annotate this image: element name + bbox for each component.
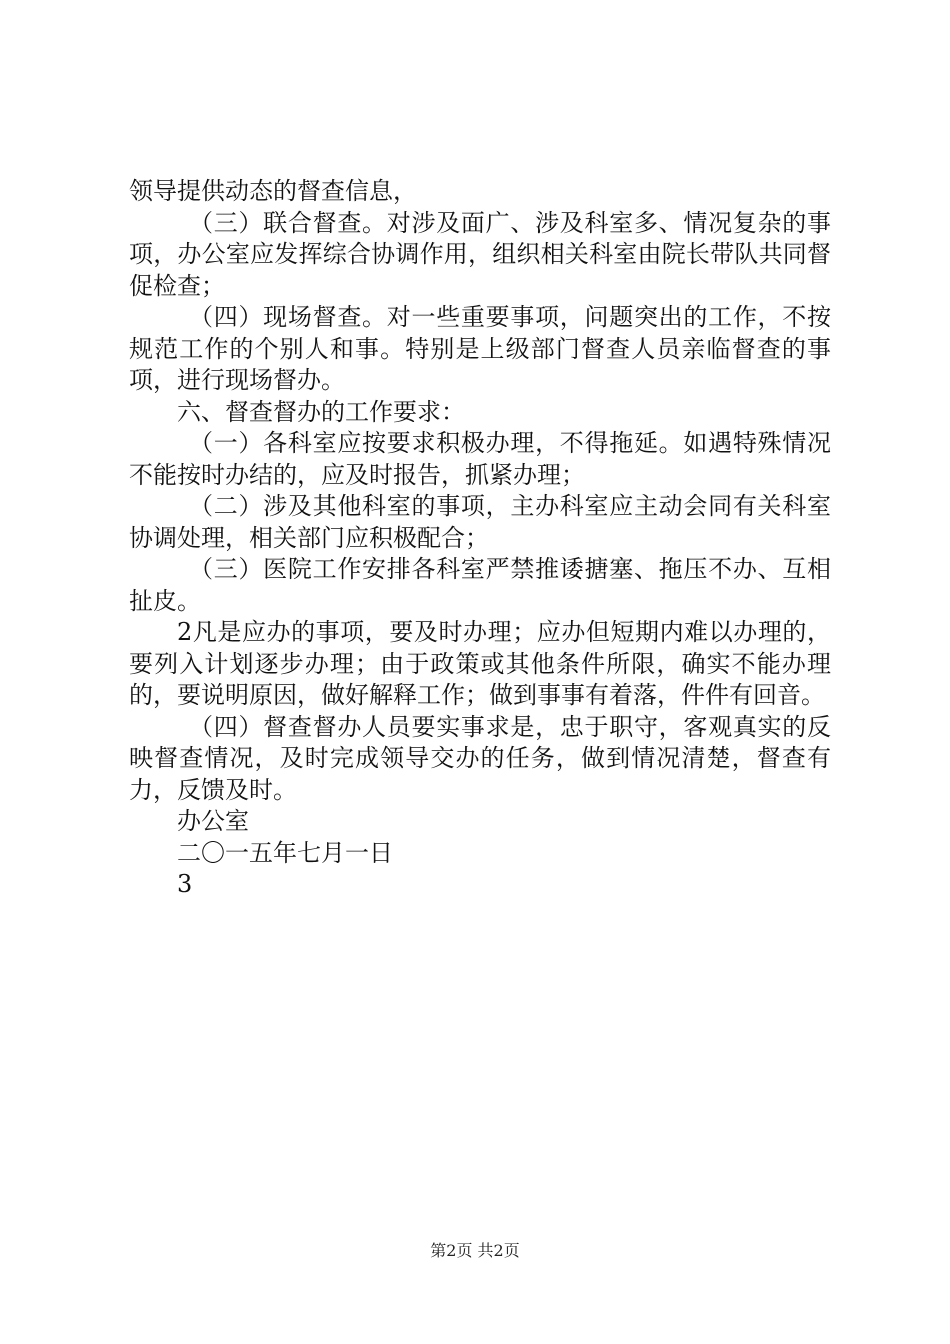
paragraph-continuation: 领导提供动态的督查信息， xyxy=(129,177,417,205)
paragraph-requirement-1: （一）各科室应按要求积极办理，不得拖延。如遇特殊情况不能按时办结的，应及时报告，抓紧办理； xyxy=(129,429,831,489)
trailing-number: 3 xyxy=(177,870,193,898)
signature-office: 办公室 xyxy=(177,807,249,835)
paragraph-requirement-2: （二）涉及其他科室的事项，主办科室应主动会同有关科室协调处理，相关部门应积极配合； xyxy=(129,492,831,552)
paragraph-timely-handling: 2凡是应办的事项，要及时办理；应办但短期内难以办理的，要列入计划逐步办理；由于政策或其他条件所限，确实不能办理的，要说明原因，做好解释工作；做到事事有着落，件件有回音。 xyxy=(129,618,831,709)
signature-date: 二〇一五年七月一日 xyxy=(177,838,393,867)
paragraph-onsite-inspection: （四）现场督查。对一些重要事项，问题突出的工作，不按规范工作的个别人和事。特别是上级部门督查人员亲临督查的事项，进行现场督办。 xyxy=(129,303,831,394)
paragraph-requirement-3: （三）医院工作安排各科室严禁推诿搪塞、拖压不办、互相扯皮。 xyxy=(129,555,831,615)
paragraph-requirement-4: （四）督查督办人员要实事求是，忠于职守，客观真实的反映督查情况，及时完成领导交办的任务，做到情况清楚，督查有力，反馈及时。 xyxy=(129,712,831,804)
paragraph-joint-inspection: （三）联合督查。对涉及面广、涉及科室多、情况复杂的事项，办公室应发挥综合协调作用，组织相关科室由院长带队共同督促检查； xyxy=(129,208,831,300)
section-heading-requirements: 六、督查督办的工作要求： xyxy=(177,397,465,426)
document-body xyxy=(129,176,831,901)
page-footer: 第2页 共2页 xyxy=(430,1241,520,1260)
